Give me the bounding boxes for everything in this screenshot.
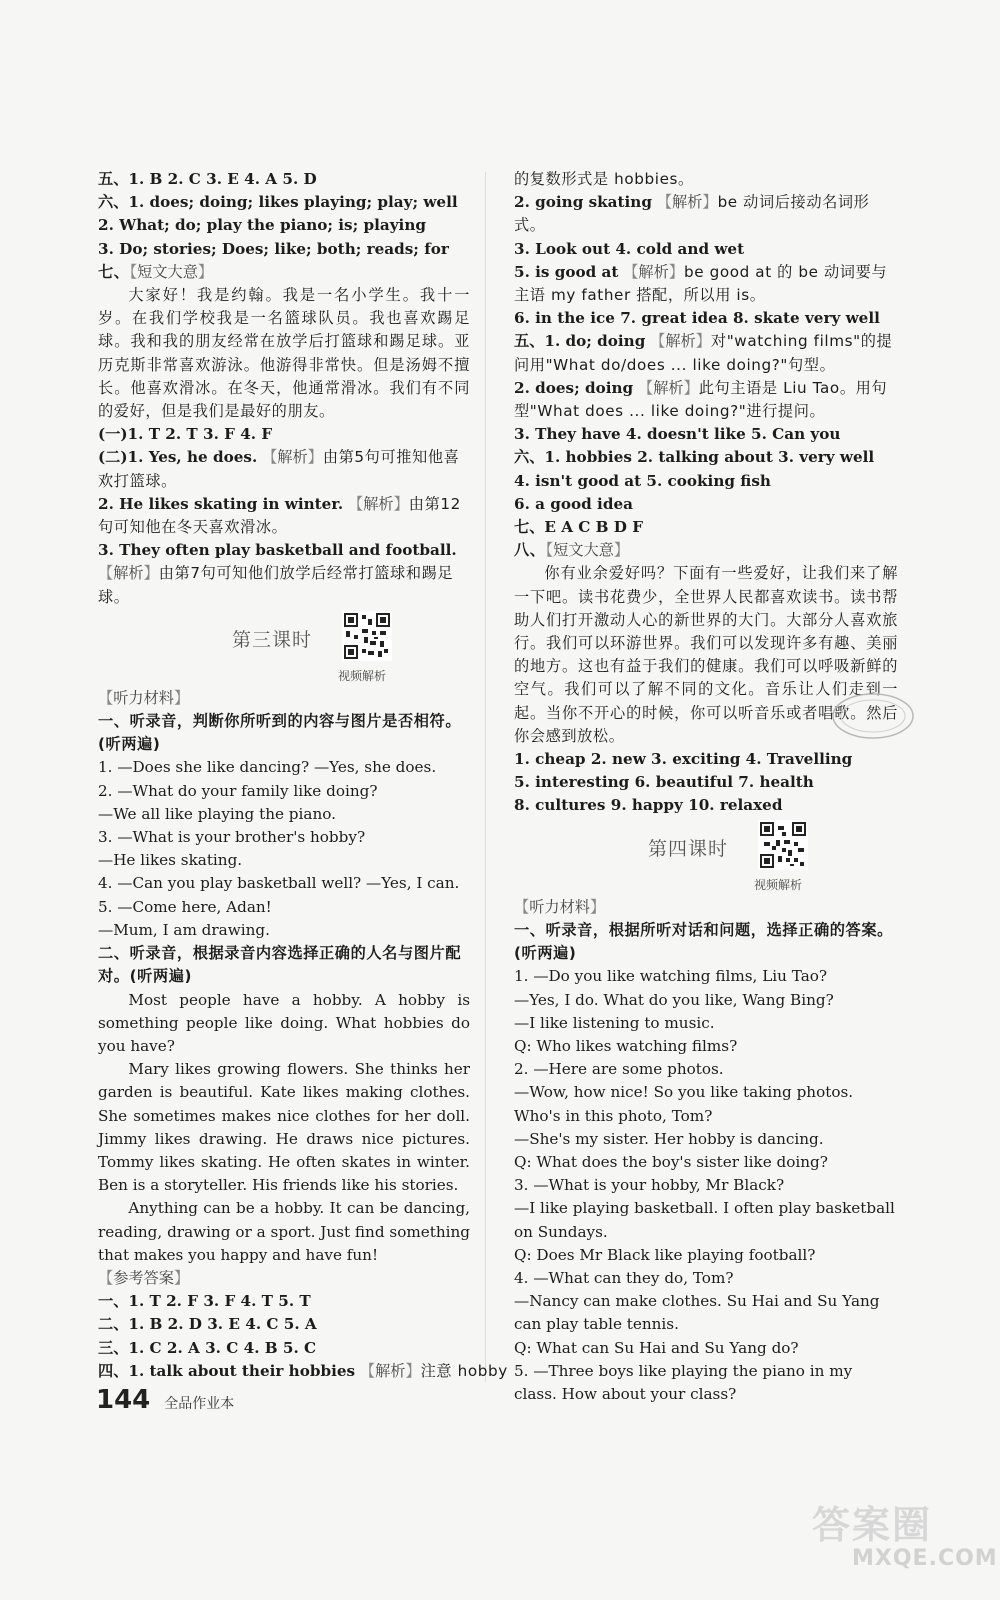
answer-line: 六、1. hobbies 2. talking about 3. very well: [514, 448, 875, 467]
video-caption: 视频解析: [754, 877, 803, 892]
answer-with-explanation: 四、1. talk about their hobbies 【解析】注意 hobby: [98, 1361, 508, 1380]
dialogue-line: —Yes, I do. What do you like, Wang Bing?: [514, 990, 834, 1009]
page-number: 144: [96, 1385, 151, 1415]
dialogue-line: —I like playing basketball. I often play basketball on Sundays.: [514, 1199, 895, 1241]
site-watermark: [794, 1488, 998, 1584]
tag-label: 【短文大意】: [129, 262, 214, 281]
answer-line: 3. They often play basketball and football.: [98, 541, 457, 560]
qr-code-icon[interactable]: [342, 611, 392, 661]
dialogue-line: —I like listening to music.: [514, 1013, 715, 1032]
answer-line: 5. interesting 6. beautiful 7. health: [514, 773, 814, 792]
answer-line: 二、1. B 2. D 3. E 4. C 5. A: [98, 1315, 317, 1334]
explanation-continued: 的复数形式是 hobbies。: [514, 170, 694, 188]
video-caption: 视频解析: [338, 668, 387, 683]
dialogue-line: 3. —What is your hobby, Mr Black?: [514, 1176, 785, 1195]
stamp-mark-icon: [830, 690, 916, 742]
reference-tag: 【参考答案】: [98, 1268, 190, 1287]
dialogue-line: Q: Who likes watching films?: [514, 1036, 738, 1055]
section-heading: 八、【短文大意】: [514, 541, 630, 560]
passage-summary: 你有业余爱好吗？下面有一些爱好，让我们来了解一下吧。读书花费少，全世界人民都喜欢读书。读书帮助人们打开激动人心的新世界的大门。大部分人喜欢旅行。我们可以环游世界。我们可以发现许多有趣、美丽的地方。这也有益于我们的健康。我们可以呼吸新鲜的空气。我们可以了解不同的文化。音乐让人们走到一起。当你不开心的时候，你可以听音乐或者唱歌。然后你会感到放松。: [514, 564, 898, 745]
answer-line: 8. cultures 9. happy 10. relaxed: [514, 796, 783, 815]
answer-line: 2. What; do; play the piano; is; playing: [98, 216, 426, 235]
answer-with-explanation: 2. He likes skating in winter. 【解析】由第12句可知他在冬天喜欢滑冰。: [98, 494, 461, 537]
answer-line: 三、1. C 2. A 3. C 4. B 5. C: [98, 1338, 317, 1357]
answer-line: 3. Look out 4. cold and wet: [514, 239, 745, 258]
listening-paragraph: Anything can be a hobby. It can be dancing, reading, drawing or a sport. Just find something that makes you happy and have fun!: [98, 1199, 470, 1264]
watermark-text: 答案圈: [812, 1503, 933, 1547]
page-footer: [96, 1385, 234, 1415]
answer-with-explanation: (二)1. Yes, he does. 【解析】由第5句可推知他喜欢打篮球。: [98, 448, 460, 490]
dialogue-line: —We all like playing the piano.: [98, 804, 336, 823]
passage-summary: 大家好！我是约翰。我是一名小学生。我十一岁。在我们学校我是一名篮球队员。我也喜欢踢足球。我和我的朋友经常在放学后打篮球和踢足球。亚历克斯非常喜欢游泳。他游得非常快。但是汤姆不擅长。他喜欢滑冰。在冬天，他通常滑冰。我们有不同的爱好，但是我们是最好的朋友。: [98, 286, 470, 421]
dialogue-line: 2. —What do your family like doing?: [98, 781, 378, 800]
dialogue-line: Q: What can Su Hai and Su Yang do?: [514, 1338, 799, 1357]
dialogue-line: —Wow, how nice! So you like taking photos. Who's in this photo, Tom?: [514, 1083, 854, 1125]
right-column: [514, 168, 898, 1406]
dialogue-line: 1. —Does she like dancing? —Yes, she does.: [98, 758, 437, 777]
lesson-header: [98, 611, 470, 683]
answer-line: 六、1. does; doing; likes playing; play; well: [98, 193, 458, 212]
answer-line: 一、1. T 2. F 3. F 4. T 5. T: [98, 1292, 311, 1311]
answer-with-explanation: 2. does; doing 【解析】此句主语是 Liu Tao。用句型"What does ... like doing?"进行提问。: [514, 378, 888, 421]
answer-line: 6. a good idea: [514, 494, 633, 513]
listening-paragraph: Mary likes growing flowers. She thinks her garden is beautiful. Kate likes making clothes. She sometimes makes nice clothes for her doll. Jimmy likes drawing. He draws nice pictures. Tommy likes skating. He often skates in winter. Ben is a storyteller. His friends like his stories.: [98, 1060, 470, 1195]
dialogue-line: —Nancy can make clothes. Su Hai and Su Yang can play table tennis.: [514, 1292, 880, 1334]
explanation: 【解析】由第7句可知他们放学后经常打篮球和踢足球。: [98, 564, 454, 606]
qr-code-icon[interactable]: [758, 820, 808, 870]
answer-with-explanation: 5. is good at 【解析】be good at 的 be 动词要与主语 my father 搭配，所以用 is。: [514, 262, 888, 305]
listening-tag: 【听力材料】: [514, 897, 606, 916]
section-heading: 七、【短文大意】: [98, 262, 214, 281]
answer-with-explanation: 五、1. do; doing 【解析】对"watching films"的提问用"What do/does ... like doing?"句型。: [514, 332, 893, 374]
answer-line: 6. in the ice 7. great idea 8. skate very well: [514, 309, 880, 328]
dialogue-line: —She's my sister. Her hobby is dancing.: [514, 1129, 824, 1148]
lesson-title: 第三课时: [232, 628, 313, 651]
question-heading: 一、听录音，根据所听对话和问题，选择正确的答案。(听两遍): [514, 920, 893, 963]
book-title: 全品作业本: [164, 1396, 235, 1412]
dialogue-line: 1. —Do you like watching films, Liu Tao?: [514, 967, 828, 986]
dialogue-line: 2. —Here are some photos.: [514, 1060, 724, 1079]
lesson-header: [514, 820, 898, 892]
answer-line: 3. Do; stories; Does; like; both; reads; for: [98, 239, 449, 258]
dialogue-line: 3. —What is your brother's hobby?: [98, 828, 366, 847]
dialogue-line: 4. —Can you play basketball well? —Yes, I can.: [98, 874, 460, 893]
answer-with-explanation: 2. going skating 【解析】be 动词后接动名词形式。: [514, 193, 870, 235]
lesson-title: 第四课时: [648, 837, 729, 860]
listening-paragraph: Most people have a hobby. A hobby is something people like doing. What hobbies do you have?: [98, 990, 470, 1055]
answer-line: 五、1. B 2. C 3. E 4. A 5. D: [98, 170, 317, 188]
dialogue-line: 5. —Come here, Adan!: [98, 897, 272, 916]
dialogue-line: Q: What does the boy's sister like doing?: [514, 1152, 828, 1171]
watermark-url: MXQE.COM: [852, 1546, 998, 1571]
listening-tag: 【听力材料】: [98, 688, 190, 707]
answer-line: (一)1. T 2. T 3. F 4. F: [98, 425, 273, 444]
question-heading: 一、听录音，判断你所听到的内容与图片是否相符。(听两遍): [98, 712, 462, 754]
dialogue-line: Q: Does Mr Black like playing football?: [514, 1245, 816, 1264]
question-heading: 二、听录音，根据录音内容选择正确的人名与图片配对。(听两遍): [98, 944, 462, 986]
left-column: [98, 168, 508, 1383]
answer-line: 3. They have 4. doesn't like 5. Can you: [514, 425, 841, 444]
dialogue-line: —He likes skating.: [98, 851, 243, 870]
column-divider: [485, 172, 486, 1382]
dialogue-line: 5. —Three boys like playing the piano in my class. How about your class?: [514, 1361, 853, 1403]
answer-line: 七、E A C B D F: [514, 518, 644, 537]
dialogue-line: 4. —What can they do, Tom?: [514, 1268, 734, 1287]
answer-line: 4. isn't good at 5. cooking fish: [514, 471, 771, 490]
answer-line: 1. cheap 2. new 3. exciting 4. Travelling: [514, 750, 853, 769]
dialogue-line: —Mum, I am drawing.: [98, 920, 270, 939]
